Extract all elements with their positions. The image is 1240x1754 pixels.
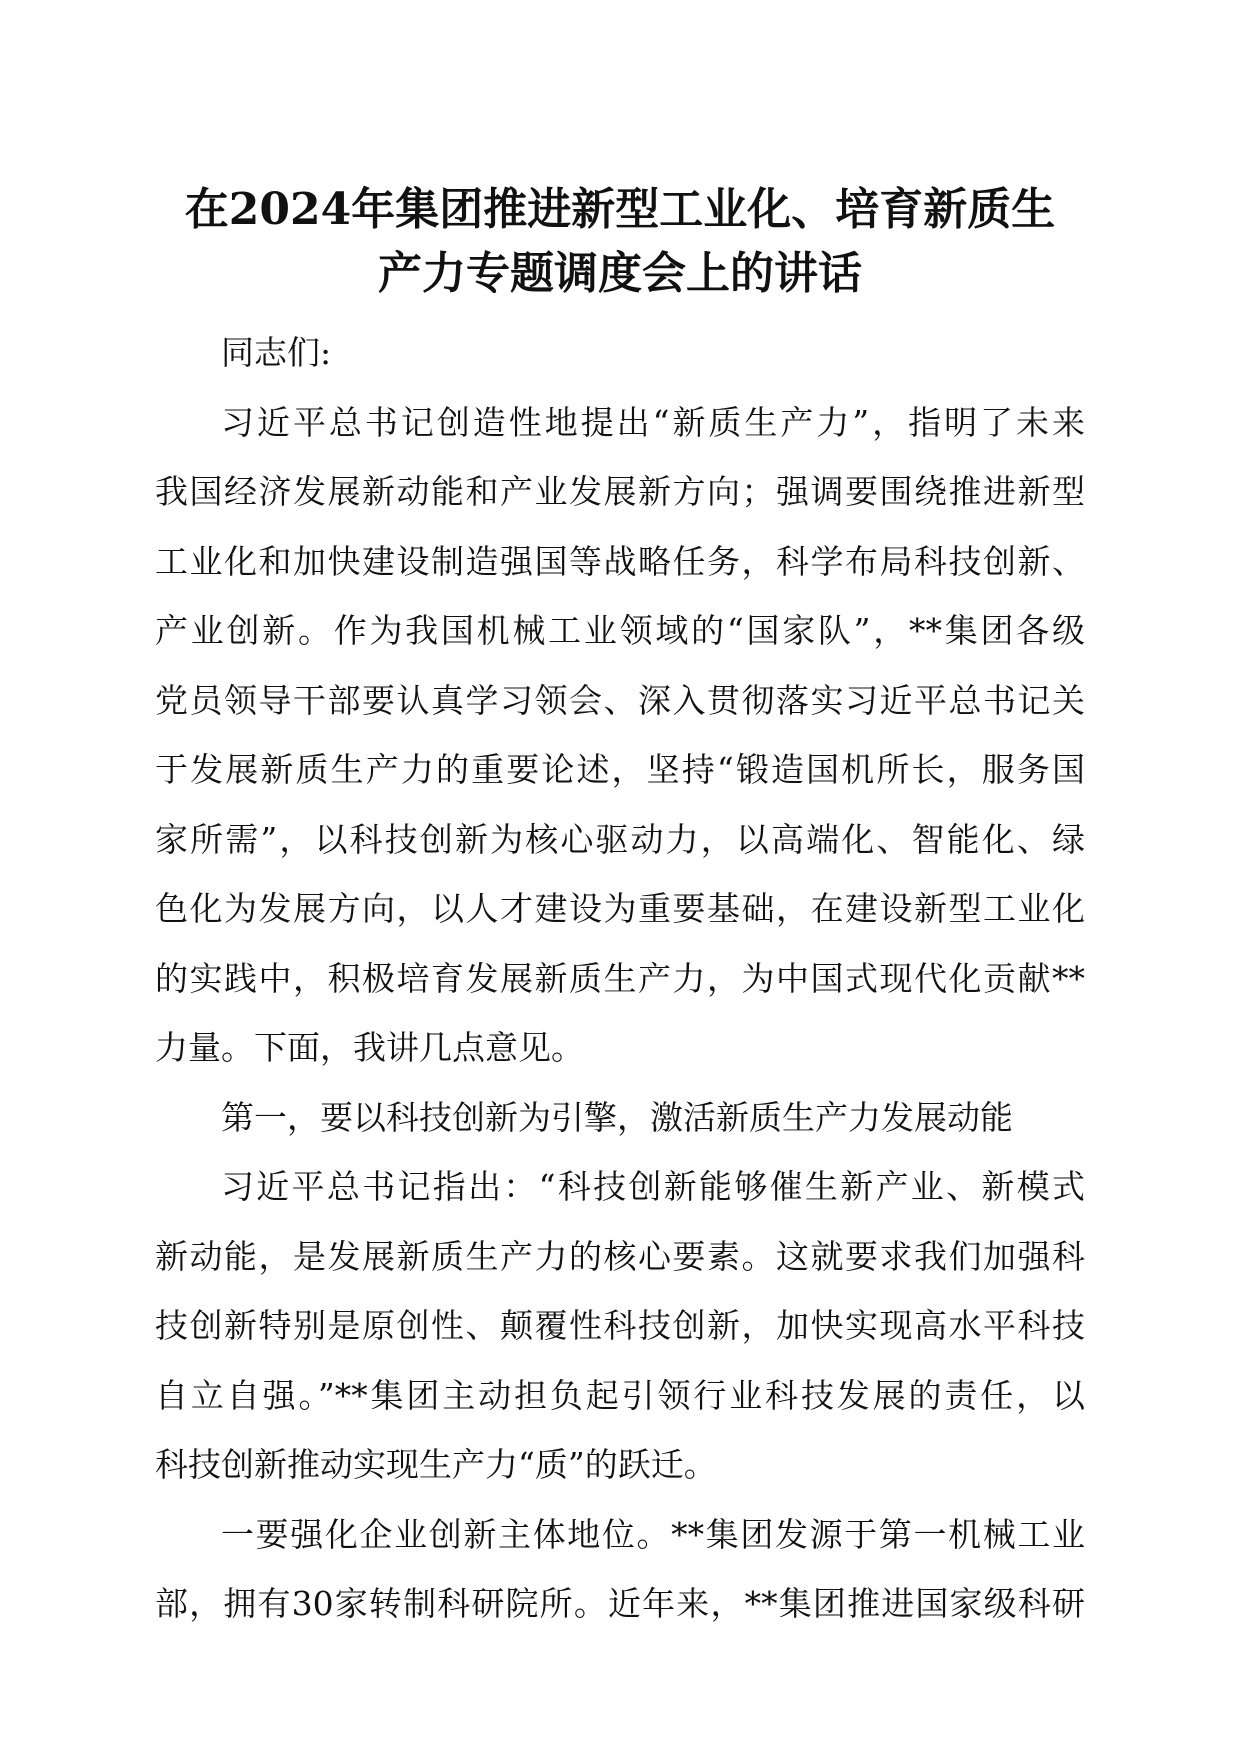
body-text-line: 一要强化企业创新主体地位。**集团发源于第一机械工业 <box>221 1514 1085 1554</box>
body-text-line: 同志们: <box>221 333 332 372</box>
body-text-line: 新动能，是发展新质生产力的核心要素。这就要求我们加强科 <box>155 1236 1085 1276</box>
body-text-line: 第一，要以科技创新为引擎，激活新质生产力发展动能 <box>221 1097 1013 1137</box>
body-text-line: 习近平总书记创造性地提出“新质生产力”，指明了未来 <box>221 402 1085 442</box>
body-text-line: 产业创新。作为我国机械工业领域的“国家队”，**集团各级 <box>155 611 1085 650</box>
body-text-line: 于发展新质生产力的重要论述，坚持“锻造国机所长，服务国 <box>155 750 1085 789</box>
body-text-line: 力量。下面，我讲几点意见。 <box>155 1028 584 1067</box>
body-text-line: 的实践中，积极培育发展新质生产力，为中国式现代化贡献** <box>155 958 1085 998</box>
body-text-line: 家所需”，以科技创新为核心驱动力，以高端化、智能化、绿 <box>155 819 1085 859</box>
body-text-line: 工业化和加快建设制造强国等战略任务，科学布局科技创新、 <box>155 541 1085 581</box>
body-text-line: 科技创新推动实现生产力“质”的跃迁。 <box>155 1445 717 1484</box>
body-text-line: 自立自强。”**集团主动担负起引领行业科技发展的责任，以 <box>155 1375 1085 1415</box>
document-body <box>155 318 1085 1639</box>
title-line: 在2024年集团推进新型工业化、培育新质生 <box>184 184 1056 235</box>
title-line: 产力专题调度会上的讲话 <box>378 248 862 299</box>
document-title <box>150 178 1090 306</box>
body-text-line: 部，拥有30家转制科研院所。近年来，**集团推进国家级科研 <box>155 1584 1085 1623</box>
body-text-line: 党员领导干部要认真学习领会、深入贯彻落实习近平总书记关 <box>155 680 1085 720</box>
body-text-line: 习近平总书记指出：“科技创新能够催生新产业、新模式 <box>221 1167 1085 1206</box>
body-text-line: 我国经济发展新动能和产业发展新方向；强调要围绕推进新型 <box>155 472 1085 511</box>
body-text-line: 色化为发展方向，以人才建设为重要基础，在建设新型工业化 <box>155 889 1085 928</box>
body-text-line: 技创新特别是原创性、颠覆性科技创新，加快实现高水平科技 <box>155 1306 1085 1345</box>
